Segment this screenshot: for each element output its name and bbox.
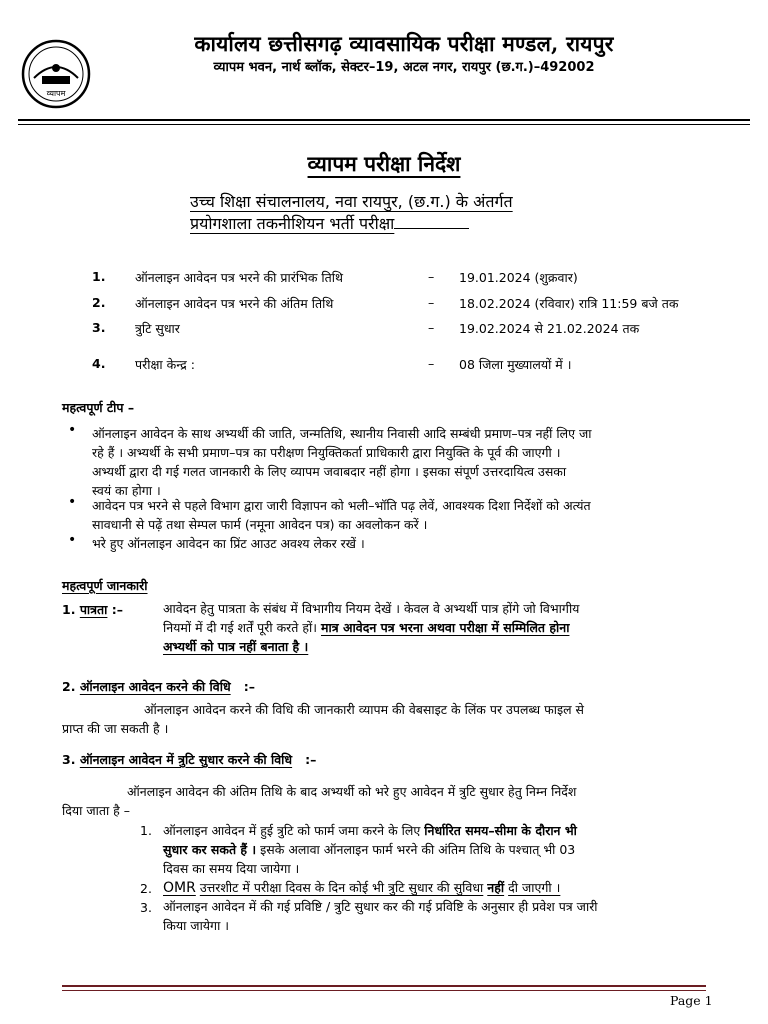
subtitle-department: उच्च शिक्षा संचालनालय, नवा रायपुर, (छ.ग.) के अंतर्गत <box>190 192 513 211</box>
tip-item: भरे हुए ऑनलाइन आवेदन का प्रिंट आउट अवश्य लेकर रखें । <box>92 536 365 551</box>
list-number: 2. <box>140 881 152 896</box>
org-address: व्यापम भवन, नार्थ ब्लॉक, सेक्टर–19, अटल नगर, रायपुर (छ.ग.)–492002 <box>213 60 595 75</box>
tip-item: आवेदन पत्र भरने से पहले विभाग द्वारा जारी विज्ञापन को भली–भॉति पढ़ लेवें, आवश्यक दिशा निर्देशों को अत्यंत सावधानी से पढ़ें तथा सेम्पल फार्म (नमूना आवेदन पत्र) का अवलोकन करें । <box>92 498 591 532</box>
bullet-icon: • <box>68 422 77 438</box>
logo-text: व्यापम <box>46 89 66 98</box>
bullet-icon: • <box>68 494 77 510</box>
document-page: व्यापम कार्यालय छत्तीसगढ़ व्यावसायिक परीक्षा मण्डल, रायपुर व्यापम भवन, नार्थ ब्लॉक, सेक्टर–19, अटल नगर, रायपुर (छ.ग.)–492002 व्यापम परीक्षा निर्देश उच्च शिक्षा संचालनालय, नवा रायपुर, (छ.ग.) के अंतर्गत प्रयोगशाला तकनीशियन भर्ती परीक्षा 1. ऑनलाइन आवेदन पत्र भरने की प्रारंभिक तिथि – 19.01.2024 (शुक्रवार) 2. ऑनलाइन आवेदन पत्र भरने की अंतिम तिथि – 18.02.2024 (रविवार) रात्रि 11:59 बजे तक 3. त्रुटि सुधार – 19.02.2024 से 21.02.2024 तक 4. परीक्षा केन्द्र : – 08 जिला मुख्यालयों में । महत्वपूर्ण टीप – • ऑनलाइन आवेदन के साथ अभ्यर्थी की जाति, जन्मतिथि, स्थानीय निवासी आदि सम्बंधी प्रमाण–पत्र नहीं लिए जा रहे हैं । अभ्यर्थी के सभी प्रमाण–पत्र का परीक्षण नियुक्तिकर्ता प्राधिकारी द्वारा नियुक्ति के पूर्व की जाएगी । अभ्यर्थी द्वारा दी गई गलत जानकारी के लिए व्यापम जवाबदार नहीं होगा । इसका संपूर्ण उत्तरदायित्व उसका स्वयं का होगा । • आवेदन पत्र भरने से पहले विभाग द्वारा जारी विज्ञापन को भली–भॉति पढ़ लेवें, आवश्यक दिशा निर्देशों को अत्यंत सावधानी से पढ़ें तथा सेम्पल फार्म (नमूना आवेदन पत्र) का अवलोकन करें । • भरे हुए ऑनलाइन आवेदन का प्रिंट आउट अवश्य लेकर रखें । महत्वपूर्ण जानकारी 1. पात्रता :– आवेदन हेतु पात्रता के संबंध में विभागीय नियम देखें । केवल वे अभ्यर्थी पात्र होंगे जो विभागीय नियमों में दी गई शर्तें पूरी करते हों। मात्र आवेदन पत्र भरना अथवा परीक्षा में सम्मिलित होना अभ्यर्थी को पात्र नहीं बनाता है । 2. ऑनलाइन आवेदन करने की विधि :– ऑनलाइन आवेदन करने की विधि की जानकारी व्यापम की वेबसाइट के लिंक पर उपलब्ध फाइल से प्राप्त की जा सकती है । 3. ऑनलाइन आवेदन में त्रुटि सुधार करने की विधि :– ऑनलाइन आवेदन की अंतिम तिथि के बाद अभ्यर्थी को भरे हुए आवेदन में त्रुटि सुधार हेतु निम्न निर्देश दिया जाता है – 1. ऑनलाइन आवेदन में हुई त्रुटि को फार्म जमा करने के लिए निर्धारित समय–सीमा के दौरान भी सुधार कर सकते हैं । इसके अलावा ऑनलाइन फार्म भरने की अंतिम तिथि के पश्चात् भी 03 दिवस का समय दिया जायेगा । 2. OMR उत्तरशीट में परीक्षा दिवस के दिन कोई भी त्रुटि सुधार की सुविधा नहीं दी जाएगी । 3. ऑनलाइन आवेदन में की गई प्रविष्टि / त्रुटि सुधार कर की गई प्रविष्टि के अनुसार ही प्रवेश पत्र जारी किया जायेगा । Page 1 <box>0 0 768 1024</box>
list-number: 1. <box>140 823 152 838</box>
list-number: 3. <box>140 900 152 915</box>
correction-intro: ऑनलाइन आवेदन की अंतिम तिथि के बाद अभ्यर्थी को भरे हुए आवेदन में त्रुटि सुधार हेतु निम्न निर्देश <box>127 784 577 799</box>
correction-item: OMR उत्तरशीट में परीक्षा दिवस के दिन कोई भी त्रुटि सुधार की सुविधा नहीं दी जाएगी । <box>163 880 561 896</box>
correction-item: ऑनलाइन आवेदन में हुई त्रुटि को फार्म जमा करने के लिए निर्धारित समय–सीमा के दौरान भी सुधार कर सकते हैं । इसके अलावा ऑनलाइन फार्म भरने की अंतिम तिथि के पश्चात् भी 03 दिवस का समय दिया जायेगा । <box>163 823 577 876</box>
section-correction-heading: 3. ऑनलाइन आवेदन में त्रुटि सुधार करने की विधि :– <box>62 752 317 767</box>
org-title: कार्यालय छत्तीसगढ़ व्यावसायिक परीक्षा मण्डल, रायपुर <box>194 31 614 56</box>
section-eligibility-heading: 1. पात्रता :– <box>62 602 124 617</box>
apply-method-text: ऑनलाइन आवेदन करने की विधि की जानकारी व्यापम की वेबसाइट के लिंक पर उपलब्ध फाइल से <box>144 702 584 717</box>
eligibility-text: आवेदन हेतु पात्रता के संबंध में विभागीय नियम देखें । केवल वे अभ्यर्थी पात्र होंगे जो विभागीय नियमों में दी गई शर्तें पूरी करते हों। मात्र आवेदन पत्र भरना अथवा परीक्षा में सम्मिलित होना अभ्यर्थी को पात्र नहीं बनाता है । <box>163 601 580 654</box>
footer-rule <box>62 985 706 987</box>
page-number: Page 1 <box>670 993 713 1008</box>
correction-item: ऑनलाइन आवेदन में की गई प्रविष्टि / त्रुटि सुधार कर की गई प्रविष्टि के अनुसार ही प्रवेश पत्र जारी किया जायेगा । <box>163 899 598 933</box>
tip-item: ऑनलाइन आवेदन के साथ अभ्यर्थी की जाति, जन्मतिथि, स्थानीय निवासी आदि सम्बंधी प्रमाण–पत्र नहीं लिए जा रहे हैं । अभ्यर्थी के सभी प्रमाण–पत्र का परीक्षण नियुक्तिकर्ता प्राधिकारी द्वारा नियुक्ति के पूर्व की जाएगी । अभ्यर्थी द्वारा दी गई गलत जानकारी के लिए व्यापम जवाबदार नहीं होगा । इसका संपूर्ण उत्तरदायित्व उसका स्वयं का होगा । <box>92 426 592 498</box>
apply-method-text-2: प्राप्त की जा सकती है । <box>62 721 169 736</box>
document-title: व्यापम परीक्षा निर्देश <box>307 152 461 176</box>
header-rule <box>18 119 750 121</box>
header-rule-thin <box>18 124 750 125</box>
subtitle-exam: प्रयोगशाला तकनीशियन भर्ती परीक्षा <box>190 212 469 234</box>
tips-heading: महत्वपूर्ण टीप – <box>62 400 135 415</box>
footer-rule-thin <box>62 990 706 991</box>
bullet-icon: • <box>68 532 77 548</box>
info-heading: महत्वपूर्ण जानकारी <box>62 578 148 593</box>
correction-intro-2: दिया जाता है – <box>62 803 131 818</box>
section-apply-method-heading: 2. ऑनलाइन आवेदन करने की विधि :– <box>62 679 255 694</box>
